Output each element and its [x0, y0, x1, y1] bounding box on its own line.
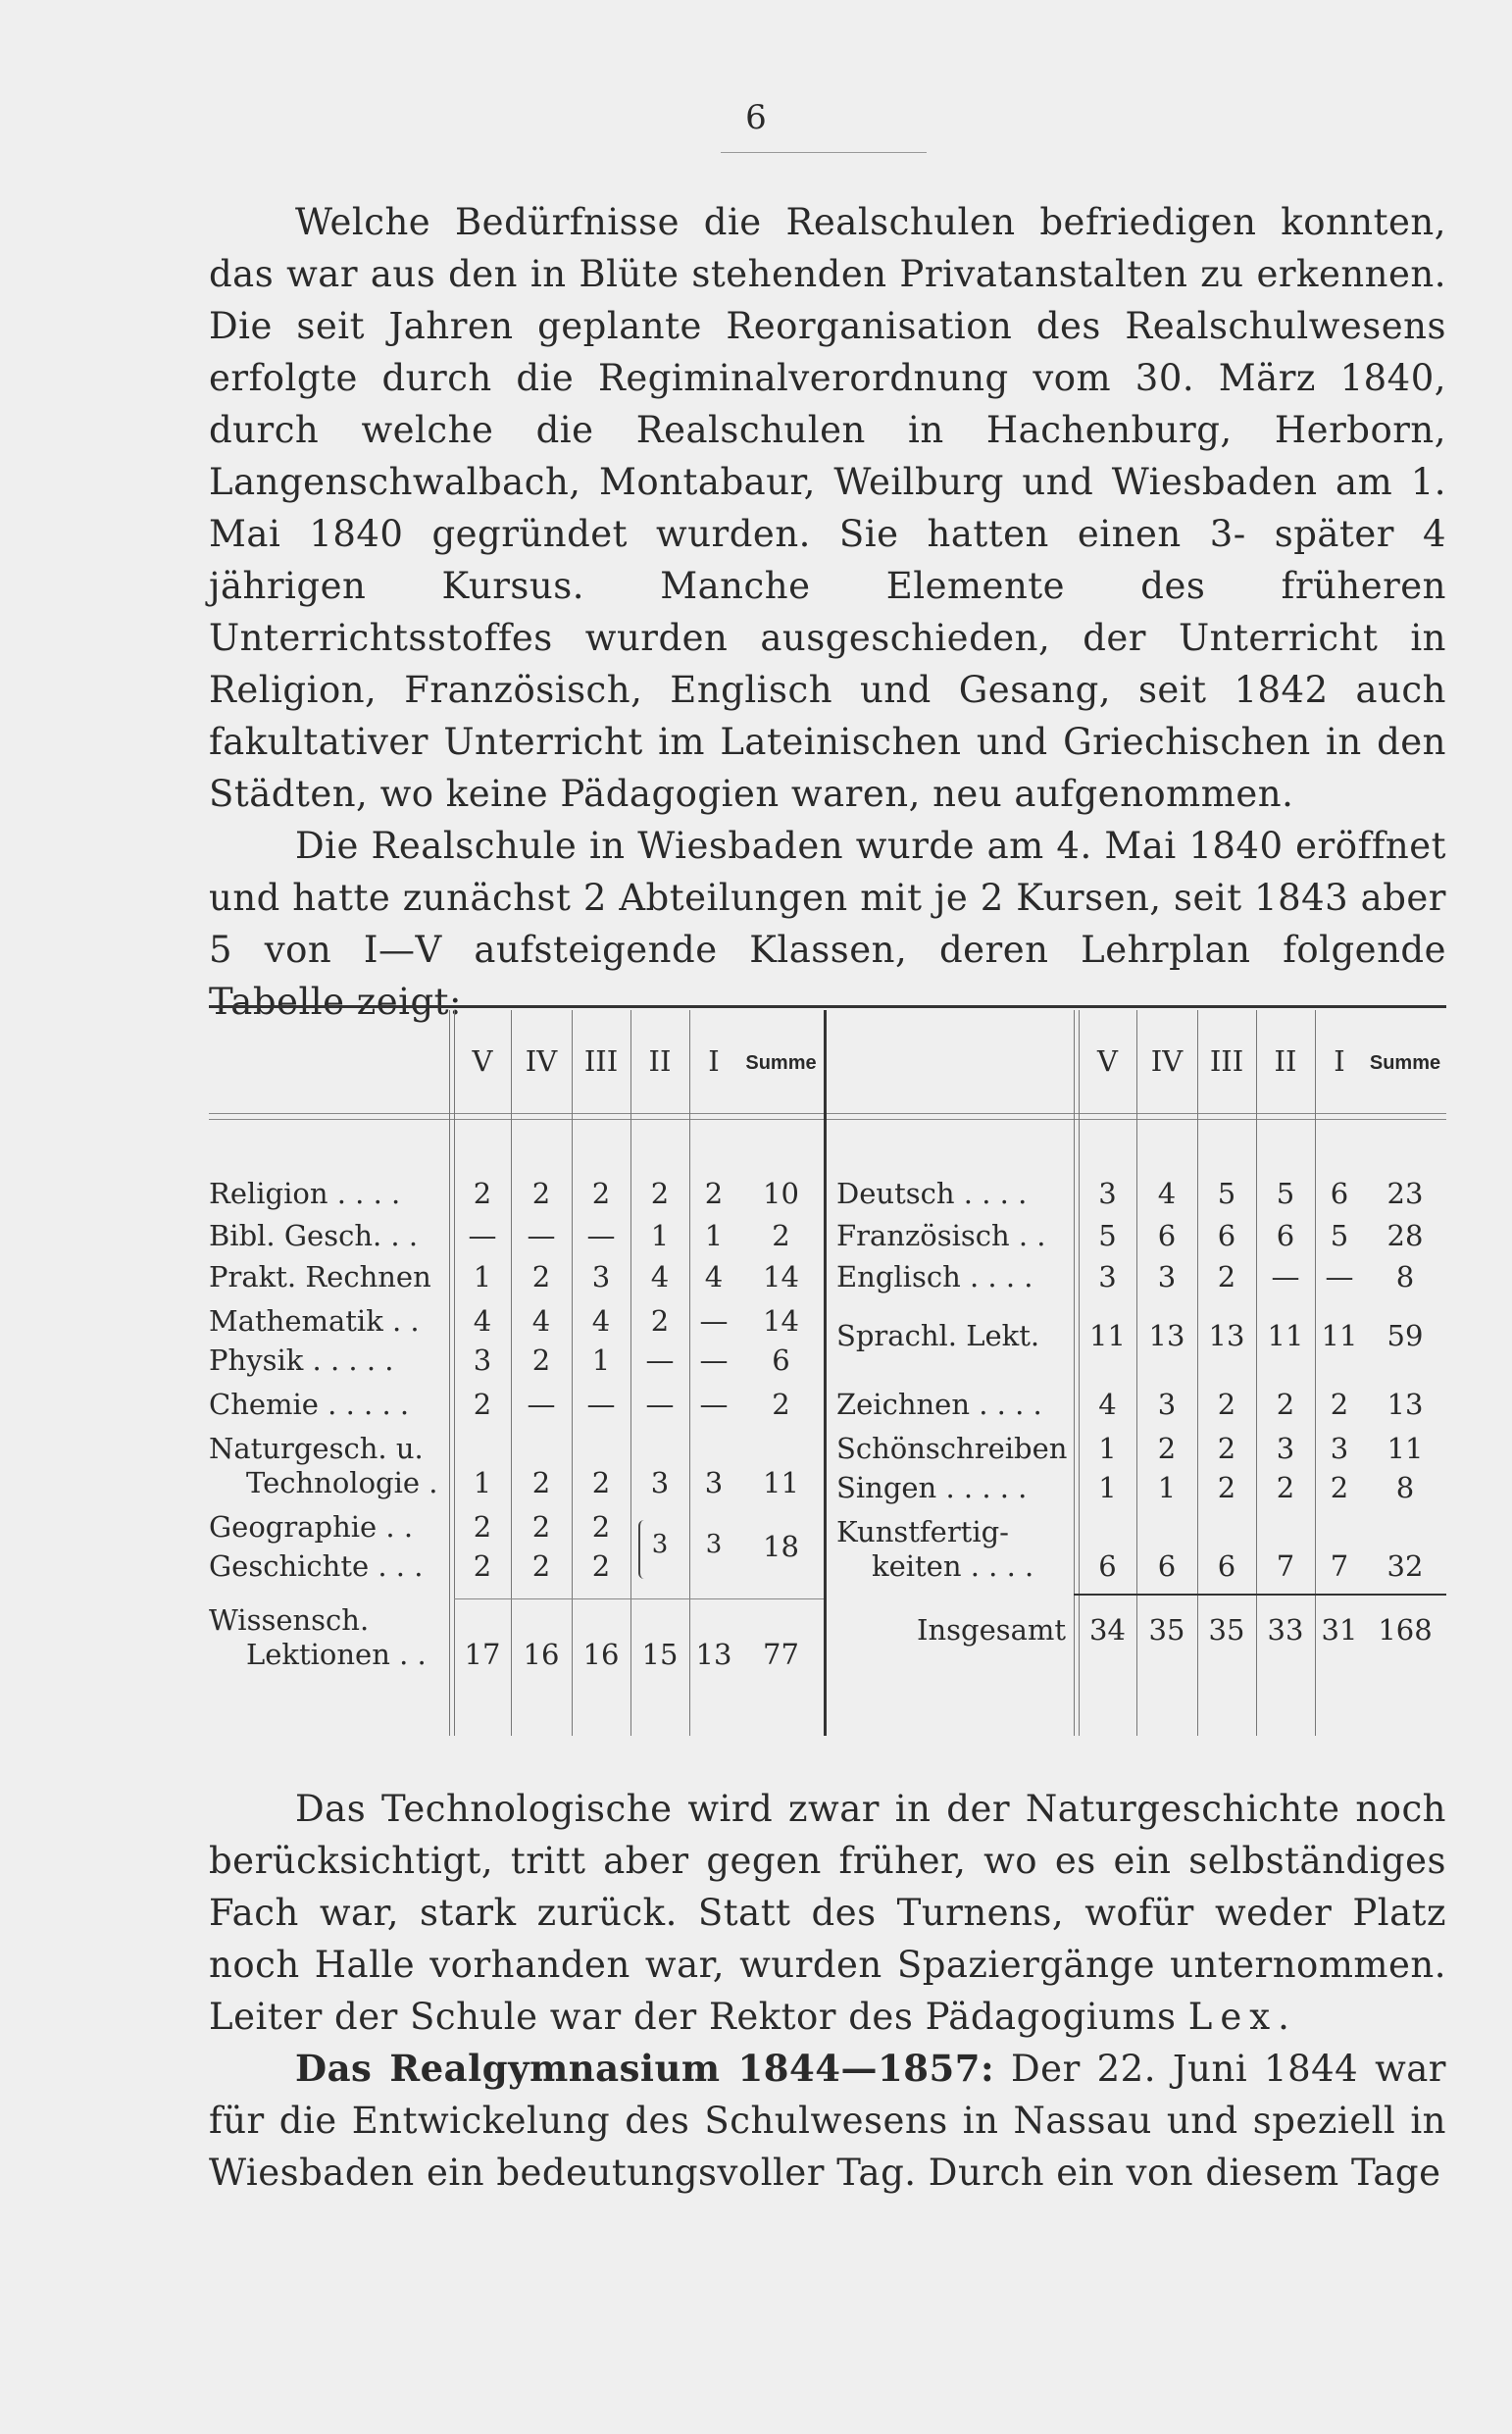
value-cell: 2	[473, 1177, 492, 1210]
subject-label: Prakt. Rechnen	[209, 1260, 431, 1293]
value-cell: —	[645, 1388, 675, 1421]
value-cell: 7	[1330, 1549, 1349, 1583]
paragraph-3	[209, 1783, 1446, 2043]
block-divider	[824, 1010, 827, 1736]
subject-label: Geschichte . . .	[209, 1549, 424, 1583]
value-cell: 13	[1148, 1319, 1185, 1352]
header-ii: II	[1274, 1044, 1297, 1078]
sum-cell: 6	[772, 1344, 790, 1377]
paragraph-1: Welche Bedürfnisse die Realschulen befriedigen konnten, das war aus den in Blüte stehenden Privatanstalten zu erkennen. Die seit Jahren geplante Reorganisation des Realschulwesens erfolgte durch die Regiminalverordnung vom 30. März 1840, durch welche die Realschulen in Hachenburg, Herborn, Langenschwalbach, Montabaur, Weilburg und Wiesbaden am 1. Mai 1840 gegründet wurden. Sie hatten einen 3- später 4 jährigen Kursus. Manche Elemente des früheren Unterrichtsstoffes wurden ausgeschieden, der Unterricht in Religion, Französisch, Englisch und Gesang, seit 1842 auch fakultativer Unterricht im Lateinischen und Griechischen in den Städten, wo keine Pädagogien waren, neu aufgenommen.	[209, 201, 1446, 815]
sum-cell: 11	[1386, 1432, 1424, 1465]
curriculum-table	[209, 1005, 1446, 1741]
sum-cell: 14	[763, 1304, 799, 1338]
value-cell: 1	[650, 1219, 670, 1252]
sum-cell: 168	[1378, 1613, 1433, 1647]
value-cell: —	[527, 1388, 556, 1421]
value-cell: —	[645, 1344, 675, 1377]
value-cell: 3	[705, 1530, 723, 1559]
value-cell: 34	[1089, 1613, 1126, 1647]
value-cell: 17	[464, 1638, 501, 1671]
paragraph-4-text: Der 22. Juni 1844 war für die Entwickelung des Schulwesens in Nassau und speziell in Wiesbaden ein bedeutungsvoller Tag. Durch ein von diesem Tage	[209, 2048, 1446, 2194]
section-heading: Das Realgymnasium 1844—1857:	[295, 2047, 995, 2090]
subject-label: Französisch . .	[836, 1219, 1046, 1252]
value-cell: 7	[1276, 1549, 1295, 1583]
page-number: 6	[745, 98, 767, 137]
value-cell: 6	[1217, 1549, 1236, 1583]
value-cell: 4	[704, 1260, 724, 1293]
paragraph-4	[209, 2043, 1446, 2199]
sum-cell: 2	[772, 1388, 790, 1421]
value-cell: —	[699, 1304, 729, 1338]
value-cell: 4	[473, 1304, 492, 1338]
header-iii: III	[583, 1044, 619, 1078]
value-cell: 3	[1098, 1177, 1117, 1210]
header-i: I	[1334, 1044, 1345, 1078]
header-summe: Summe	[1369, 1052, 1441, 1074]
value-cell: 1	[1157, 1471, 1177, 1504]
value-cell: 3	[1157, 1260, 1177, 1293]
header-v: V	[472, 1044, 493, 1078]
value-cell: 3	[473, 1344, 492, 1377]
value-cell: 16	[582, 1638, 620, 1671]
value-cell: 2	[1330, 1388, 1349, 1421]
value-cell: 3	[650, 1466, 670, 1499]
value-cell: 4	[1098, 1388, 1117, 1421]
value-cell: 31	[1321, 1613, 1358, 1647]
subject-label: Singen . . . . .	[836, 1471, 1028, 1504]
value-cell: 2	[650, 1177, 670, 1210]
value-cell: —	[699, 1344, 729, 1377]
left-total-rule	[454, 1598, 824, 1599]
value-cell: 2	[591, 1549, 611, 1583]
header-ii: II	[648, 1044, 672, 1078]
value-cell: 2	[531, 1260, 551, 1293]
header-i: I	[708, 1044, 720, 1078]
value-cell: —	[586, 1219, 616, 1252]
sum-cell: 8	[1395, 1260, 1415, 1293]
value-cell: 3	[651, 1530, 669, 1559]
value-cell: 11	[1267, 1319, 1304, 1352]
sum-cell: 14	[763, 1260, 799, 1293]
value-cell: 16	[523, 1638, 560, 1671]
value-cell: 5	[1217, 1177, 1236, 1210]
text-block-bottom	[209, 1783, 1446, 2199]
subject-label: Religion . . . .	[209, 1177, 401, 1210]
value-cell: 2	[591, 1177, 611, 1210]
value-cell: 2	[1157, 1432, 1177, 1465]
sum-cell: 10	[763, 1177, 799, 1210]
value-cell: 4	[1157, 1177, 1177, 1210]
sum-cell: 23	[1386, 1177, 1424, 1210]
value-cell: 1	[591, 1344, 611, 1377]
value-cell: 4	[650, 1260, 670, 1293]
value-cell: 13	[695, 1638, 732, 1671]
value-cell: 2	[1276, 1471, 1295, 1504]
table-top-rule	[209, 1005, 1446, 1008]
value-cell: 33	[1267, 1613, 1304, 1647]
value-cell: 35	[1148, 1613, 1185, 1647]
value-cell: 3	[1098, 1260, 1117, 1293]
value-cell: 3	[1276, 1432, 1295, 1465]
value-cell: 2	[1217, 1471, 1236, 1504]
sum-cell: 59	[1386, 1319, 1424, 1352]
value-cell: 1	[1098, 1432, 1117, 1465]
value-cell: 3	[704, 1466, 724, 1499]
total-rule	[1074, 1594, 1446, 1596]
value-cell: 2	[1330, 1471, 1349, 1504]
value-cell: 1	[473, 1260, 492, 1293]
value-cell: 2	[473, 1510, 492, 1544]
value-cell: —	[468, 1219, 497, 1252]
value-cell: 2	[1217, 1388, 1236, 1421]
col-divider	[1074, 1010, 1075, 1736]
value-cell: 2	[591, 1466, 611, 1499]
value-cell: 1	[473, 1466, 492, 1499]
sum-cell: 11	[763, 1466, 799, 1499]
subject-label: Schönschreiben	[836, 1432, 1068, 1465]
subject-label-cont: Lektionen . .	[246, 1638, 427, 1671]
value-cell: 1	[704, 1219, 724, 1252]
header-rule	[209, 1113, 1446, 1114]
subject-label: Physik . . . . .	[209, 1344, 394, 1377]
header-iv: IV	[525, 1044, 558, 1078]
value-cell: 6	[1276, 1219, 1295, 1252]
value-cell: 2	[473, 1549, 492, 1583]
value-cell: 6	[1217, 1219, 1236, 1252]
value-cell: 2	[650, 1304, 670, 1338]
paragraph-2: Die Realschule in Wiesbaden wurde am 4. Mai 1840 eröffnet und hatte zunächst 2 Abteilungen mit je 2 Kursen, seit 1843 aber 5 von I—V aufsteigende Klassen, deren Lehrplan folgende Tabelle zeigt:	[209, 825, 1446, 1023]
subject-label: Bibl. Gesch. . .	[209, 1219, 419, 1252]
value-cell: —	[1271, 1260, 1300, 1293]
subject-label: Chemie . . . . .	[209, 1388, 410, 1421]
sum-cell: 18	[763, 1530, 799, 1563]
value-cell: 2	[1276, 1388, 1295, 1421]
subject-label: Englisch . . . .	[836, 1260, 1033, 1293]
subject-label-cont: Technologie .	[246, 1466, 438, 1499]
value-cell: —	[1325, 1260, 1354, 1293]
value-cell: 3	[1157, 1388, 1177, 1421]
col-divider	[449, 1010, 450, 1736]
value-cell: 11	[1321, 1319, 1358, 1352]
value-cell: 5	[1098, 1219, 1117, 1252]
value-cell: 1	[1098, 1471, 1117, 1504]
text-block-top	[209, 196, 1446, 1028]
value-cell: 2	[531, 1466, 551, 1499]
subject-label: Kunstfertig-	[836, 1515, 1009, 1548]
page-number-rule	[721, 152, 927, 153]
subject-label: Insgesamt	[917, 1613, 1067, 1647]
sum-cell: 8	[1395, 1471, 1415, 1504]
value-cell: 2	[591, 1510, 611, 1544]
value-cell: 5	[1276, 1177, 1295, 1210]
value-cell: 3	[591, 1260, 611, 1293]
value-cell: 5	[1330, 1219, 1349, 1252]
value-cell: 2	[704, 1177, 724, 1210]
value-cell: 6	[1330, 1177, 1349, 1210]
header-rule-2	[209, 1119, 1446, 1120]
subject-label: Geographie . .	[209, 1510, 414, 1544]
value-cell: 15	[641, 1638, 679, 1671]
value-cell: 6	[1157, 1219, 1177, 1252]
header-v: V	[1097, 1044, 1118, 1078]
value-cell: 4	[591, 1304, 611, 1338]
header-iii: III	[1209, 1044, 1244, 1078]
subject-label: Sprachl. Lekt.	[836, 1319, 1040, 1352]
subject-label: Wissensch.	[209, 1603, 370, 1637]
value-cell: 2	[1217, 1432, 1236, 1465]
rector-name: Lex.	[1187, 1996, 1297, 2038]
sum-cell: 32	[1386, 1549, 1424, 1583]
value-cell: 35	[1208, 1613, 1245, 1647]
value-cell: 2	[1217, 1260, 1236, 1293]
value-cell: 6	[1157, 1549, 1177, 1583]
sum-cell: 28	[1386, 1219, 1424, 1252]
value-cell: 2	[531, 1510, 551, 1544]
value-cell: 4	[531, 1304, 551, 1338]
sum-cell: 13	[1386, 1388, 1424, 1421]
paragraph-3-text: Das Technologische wird zwar in der Naturgeschichte noch berücksichtigt, tritt aber gegen früher, wo es ein selbständiges Fach war, stark zurück. Statt des Turnens, wofür weder Platz noch Halle vorhanden war, wurden Spaziergänge unternommen. Leiter der Schule war der Rektor des Pädagogiums	[209, 1788, 1446, 2038]
value-cell: —	[586, 1388, 616, 1421]
value-cell: 11	[1089, 1319, 1126, 1352]
value-cell: —	[527, 1219, 556, 1252]
header-iv: IV	[1150, 1044, 1184, 1078]
sum-cell: 77	[763, 1638, 799, 1671]
value-cell: —	[699, 1388, 729, 1421]
value-cell: 6	[1098, 1549, 1117, 1583]
subject-label: Mathematik . .	[209, 1304, 420, 1338]
value-cell: 13	[1208, 1319, 1245, 1352]
value-cell: 2	[531, 1177, 551, 1210]
subject-label: Naturgesch. u.	[209, 1432, 424, 1465]
subject-label: Deutsch . . . .	[836, 1177, 1028, 1210]
header-summe: Summe	[745, 1052, 817, 1074]
subject-label: Zeichnen . . . .	[836, 1388, 1042, 1421]
value-cell: 3	[1330, 1432, 1349, 1465]
value-cell: 2	[473, 1388, 492, 1421]
value-cell: 2	[531, 1549, 551, 1583]
value-cell: 2	[531, 1344, 551, 1377]
subject-label-cont: keiten . . . .	[872, 1549, 1034, 1583]
sum-cell: 2	[772, 1219, 790, 1252]
